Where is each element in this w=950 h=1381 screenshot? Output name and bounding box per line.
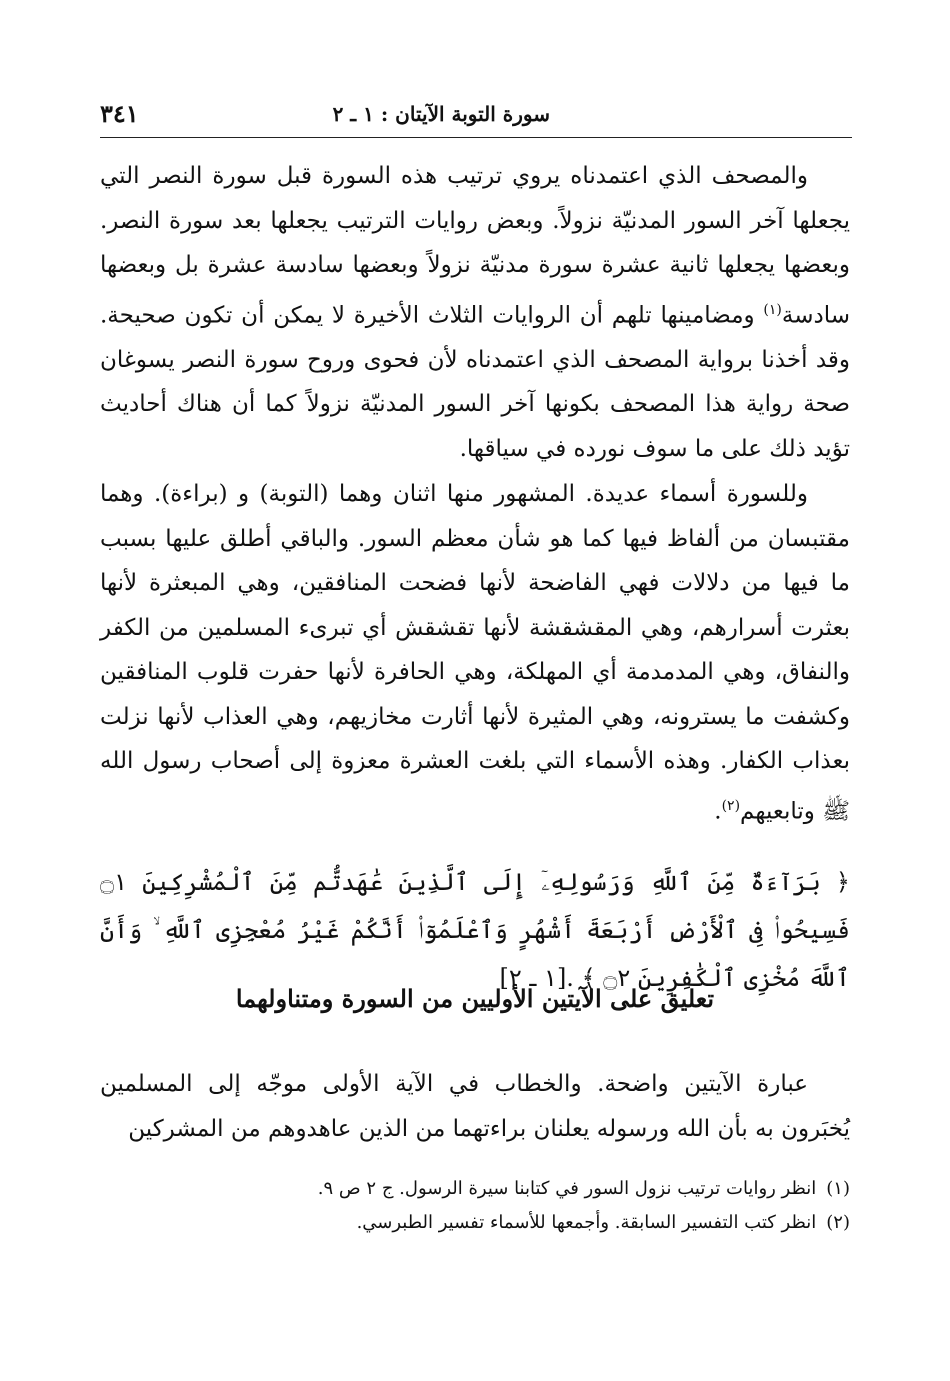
running-header bbox=[100, 98, 850, 138]
footnote-ref[interactable]: (١) bbox=[763, 301, 782, 318]
paragraph-sura-names bbox=[100, 472, 850, 834]
footnote-number: (٢) bbox=[826, 1212, 850, 1233]
paragraph-text: وللسورة أسماء عديدة. المشهور منها اثنان وهما (التوبة) و (براءة). وهما مقتبسان من ألفاظ فيها كما هو شأن معظم السور. والباقي أطلق عليها بسبب ما فيها من دلالات فهي الفاضحة لأنها فضحت المنافقين، وهي المبعثرة لأنها بعثرت أسرارهم، وهي المقشقشة لأنها تقشقش أي تبرىء المسلمين من الكفر والنفاق، وهي المدمدمة أي المهلكة، وهي الحافرة لأنها حفرت قلوب المنافقين وكشفت ما يسترونه، وهي المثيرة لأنها أثارت مخازيهم، وهي العذاب لأنها نزلت بعذاب الكفار. وهذه الأسماء التي بلغت العشرة معزوة إلى أصحاب رسول الله ﷺ وتابعيهم bbox=[100, 481, 850, 825]
footnote-number: (١) bbox=[826, 1178, 850, 1199]
paragraph-commentary: عبارة الآيتين واضحة. والخطاب في الآية الأولى موجّه إلى المسلمين يُخبَرون به بأن الله ورسوله يعلنان براءتهما من الذين عاهدوهم من المشركين bbox=[100, 1071, 850, 1142]
footnotes bbox=[100, 1172, 850, 1240]
verse-reference: [١ ـ ٢]. bbox=[499, 964, 574, 992]
footnote-ref[interactable]: (٢) bbox=[721, 797, 741, 814]
page-number: ٣٤١ bbox=[100, 99, 139, 128]
verse-text: ﴿ بَرَآءَةٌ مِّنَ ٱللَّهِ وَرَسُولِهِۦٓ إِلَى ٱلَّذِينَ عَٰهَدتُّم مِّنَ ٱلْمُشْرِكِينَ ۝١ فَسِيحُوا۟ فِى ٱلْأَرْضِ أَرْبَعَةَ أَشْهُرٍ وَٱعْلَمُوٓا۟ أَنَّكُمْ غَيْرُ مُعْجِزِى ٱللَّهِ ۙ وَأَنَّ ٱللَّهَ مُخْزِى ٱلْكَٰفِرِينَ ۝٢ ﴾ bbox=[100, 868, 850, 992]
section-heading: تعليق على الآيتين الأوليين من السورة ومتناولهما bbox=[235, 984, 715, 1013]
paragraph-text: . bbox=[714, 798, 722, 825]
footnote-1 bbox=[100, 1172, 850, 1206]
footnote-text: انظر كتب التفسير السابقة. وأجمعها للأسماء تفسير الطبرسي. bbox=[356, 1212, 817, 1233]
footnote-text: انظر روايات ترتيب نزول السور في كتابنا سيرة الرسول. ج ٢ ص ٩. bbox=[317, 1178, 817, 1199]
paragraph-text: والمصحف الذي اعتمدناه يروي ترتيب هذه السورة قبل سورة النصر التي يجعلها آخر السور المدنيّة نزولاً. وبعض روايات الترتيب يجعلها بعد سورة النصر. وبعضها يجعلها ثانية عشرة سورة مدنيّة نزولاً وبعضها سادسة عشرة بل وبعضها سادسة bbox=[100, 163, 850, 329]
header-title: سورة التوبة الآيتان : ١ ـ ٢ bbox=[332, 102, 550, 126]
header-rule bbox=[100, 137, 852, 138]
paragraph-sura-order bbox=[100, 154, 850, 471]
footnote-2 bbox=[100, 1206, 850, 1240]
paragraph-text: ومضامينها تلهم أن الروايات الثلاث الأخيرة لا يمكن أن تكون صحيحة. وقد أخذنا برواية المصحف الذي اعتمدناه لأن فحوى وروح سورة النصر يسوغان صحة رواية هذا المصحف بكونها آخر السور المدنيّة نزولاً كما أن هناك أحاديث تؤيد ذلك على ما سوف نورده في سياقها. bbox=[100, 302, 850, 462]
